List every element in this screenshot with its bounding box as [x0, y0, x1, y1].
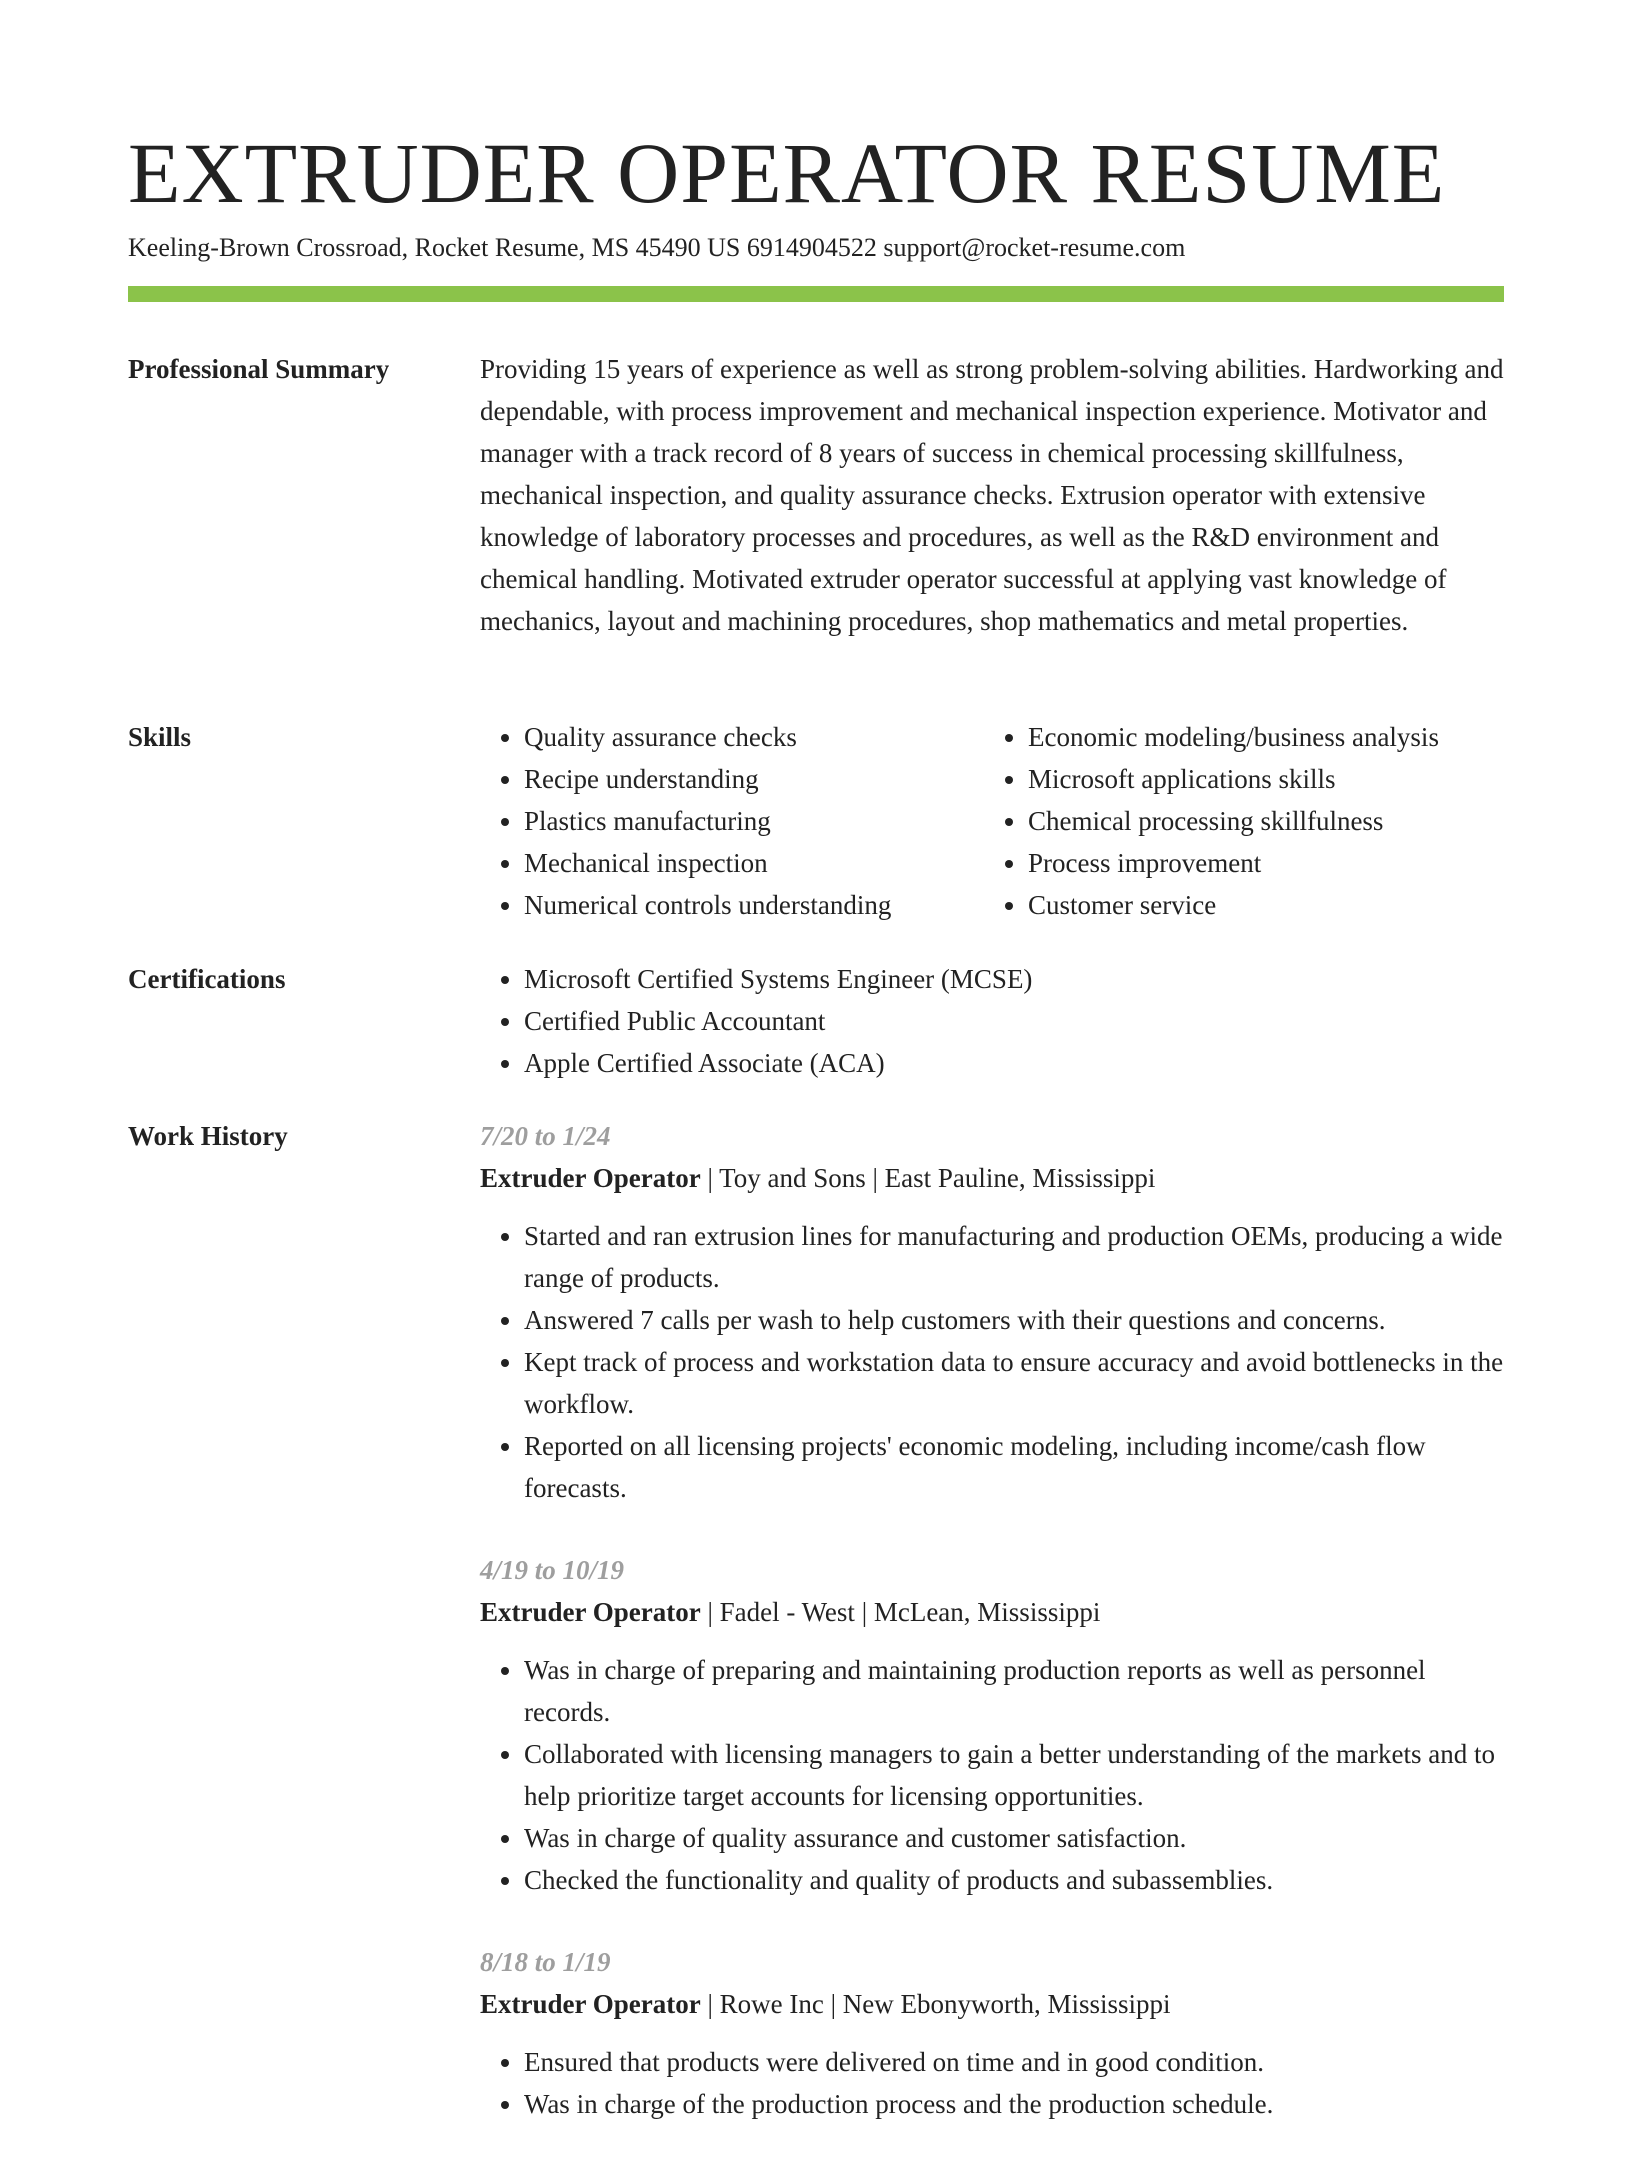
job-separator: | [854, 1597, 874, 1627]
job-bullet: • Reported on all licensing projects' economic modeling, including income/cash flow forecasts. [524, 1425, 1504, 1509]
job-bullet: • Checked the functionality and quality of products and subassemblies. [524, 1859, 1504, 1901]
job-heading [480, 1591, 1504, 1633]
skill-item: • Economic modeling/business analysis [1028, 716, 1504, 758]
skills-content [480, 716, 1504, 926]
certification-item: • Microsoft Certified Systems Engineer (MCSE) [524, 958, 1504, 1000]
job-bullet: • Collaborated with licensing managers to gain a better understanding of the markets and to help prioritize target accounts for licensing opportunities. [524, 1733, 1504, 1817]
accent-divider [128, 286, 1504, 302]
job-location: McLean, Mississippi [873, 1597, 1101, 1627]
job-bullets [480, 2041, 1504, 2125]
job-dates: 4/19 to 10/19 [480, 1555, 625, 1585]
work-history-content [480, 1115, 1504, 2165]
job-separator: | [700, 1597, 720, 1627]
skill-item: • Process improvement [1028, 842, 1504, 884]
job-dates: 7/20 to 1/24 [480, 1121, 611, 1151]
job-bullet: • Was in charge of preparing and maintaining production reports as well as personnel records. [524, 1649, 1504, 1733]
certification-item: • Certified Public Accountant [524, 1000, 1504, 1042]
job-heading [480, 1983, 1504, 2025]
skills-list-right [984, 716, 1504, 926]
job-separator: | [865, 1163, 885, 1193]
section-label-work-history: Work History [128, 1121, 288, 1151]
certification-item: • Apple Certified Associate (ACA) [524, 1042, 1504, 1084]
job-bullet: • Was in charge of the production process and the production schedule. [524, 2083, 1504, 2125]
summary-content [480, 348, 1504, 642]
summary-text: Providing 15 years of experience as well as strong problem-solving abilities. Hardworking and dependable, with process improvement and mechanical inspection experience. Motivator and manager with a track record of 8 years of success in chemical processing skillfulness, mechanical inspection, and quality assurance checks. Extrusion operator with extensive knowledge of laboratory processes and procedures, as well as the R&D environment and chemical handling. Motivated extruder operator successful at applying vast knowledge of mechanics, layout and machining procedures, shop mathematics and metal properties. [480, 354, 1504, 636]
job-company: Fadel - West [719, 1597, 855, 1627]
job-title: Extruder Operator [480, 1163, 701, 1193]
job-bullet: • Started and ran extrusion lines for manufacturing and production OEMs, producing a wide range of products. [524, 1215, 1504, 1299]
job-company: Toy and Sons [719, 1163, 866, 1193]
certifications-list [480, 958, 1504, 1084]
job-bullets [480, 1649, 1504, 1901]
job-bullet: • Answered 7 calls per wash to help customers with their questions and concerns. [524, 1299, 1504, 1341]
contact-line: Keeling-Brown Crossroad, Rocket Resume, MS 45490 US 6914904522 support@rocket-resume.com [128, 233, 1186, 262]
job-title: Extruder Operator [480, 1597, 701, 1627]
skill-item: • Numerical controls understanding [524, 884, 984, 926]
job-location: East Pauline, Mississippi [884, 1163, 1156, 1193]
skill-item: • Mechanical inspection [524, 842, 984, 884]
skill-item: • Microsoft applications skills [1028, 758, 1504, 800]
job-location: New Ebonyworth, Mississippi [842, 1989, 1171, 2019]
job-heading [480, 1157, 1504, 1199]
job-separator: | [700, 1163, 720, 1193]
certifications-content [480, 958, 1504, 1084]
job-entry [480, 1115, 1504, 1509]
skill-item: • Plastics manufacturing [524, 800, 984, 842]
job-bullet: • Was in charge of quality assurance and customer satisfaction. [524, 1817, 1504, 1859]
job-separator: | [823, 1989, 843, 2019]
resume-title: EXTRUDER OPERATOR RESUME [128, 125, 1446, 221]
skill-item: • Customer service [1028, 884, 1504, 926]
skill-item: • Recipe understanding [524, 758, 984, 800]
job-entry [480, 1941, 1504, 2125]
job-bullet: • Kept track of process and workstation data to ensure accuracy and avoid bottlenecks in the workflow. [524, 1341, 1504, 1425]
job-bullets [480, 1215, 1504, 1509]
job-title: Extruder Operator [480, 1989, 701, 2019]
job-separator: | [700, 1989, 720, 2019]
job-entry [480, 1549, 1504, 1901]
section-label-skills: Skills [128, 722, 192, 752]
job-dates: 8/18 to 1/19 [480, 1947, 611, 1977]
section-label-summary: Professional Summary [128, 354, 390, 384]
job-bullet: • Ensured that products were delivered on time and in good condition. [524, 2041, 1504, 2083]
section-label-certifications: Certifications [128, 964, 286, 994]
skill-item: • Chemical processing skillfulness [1028, 800, 1504, 842]
skills-list-left [480, 716, 984, 926]
job-company: Rowe Inc [719, 1989, 824, 2019]
skill-item: • Quality assurance checks [524, 716, 984, 758]
